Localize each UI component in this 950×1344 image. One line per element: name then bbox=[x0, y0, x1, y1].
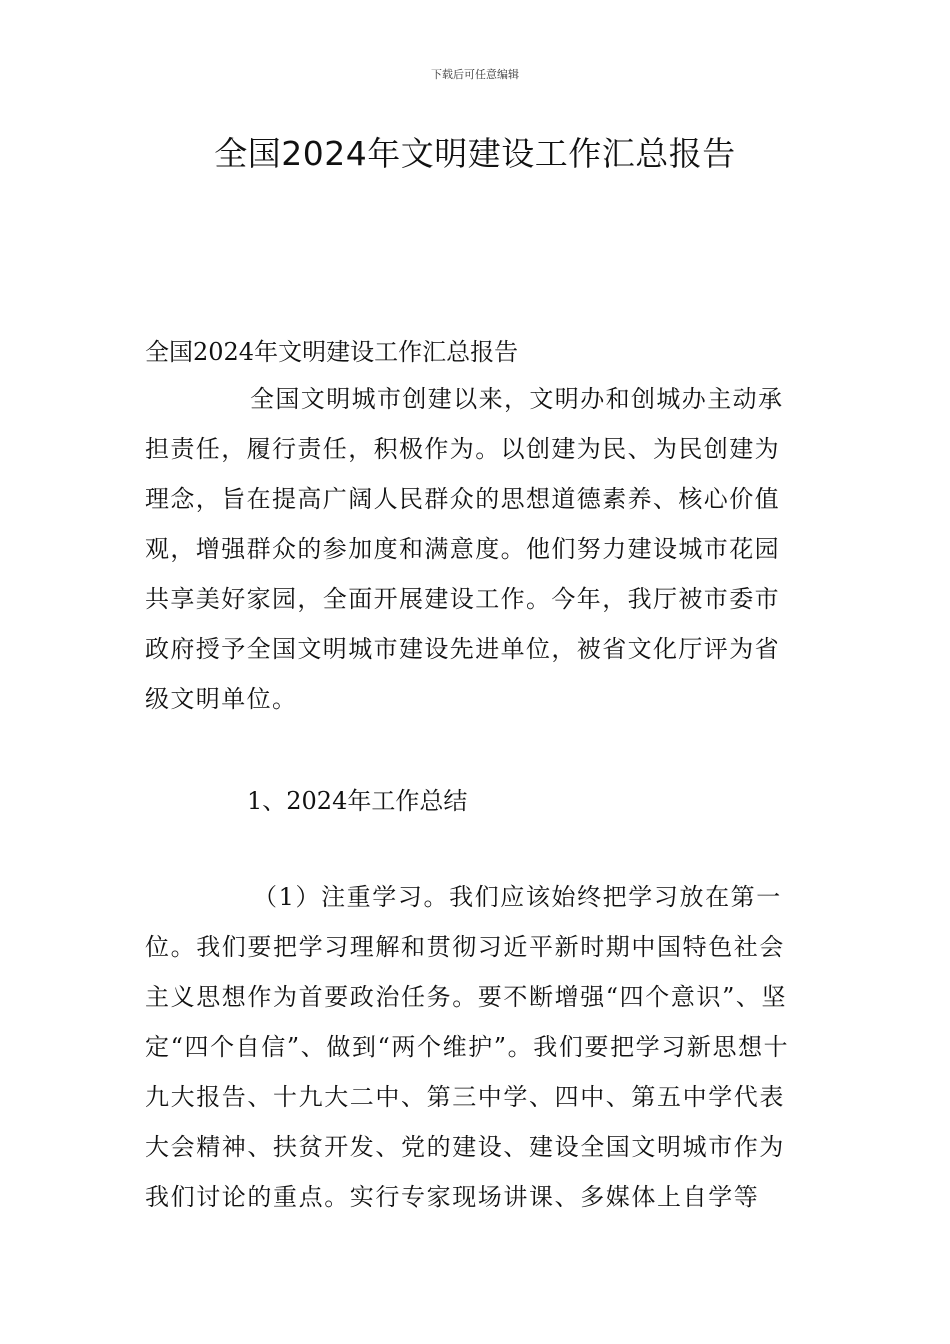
intro-paragraph: 全国文明城市创建以来，文明办和创城办主动承担责任，履行责任，积极作为。以创建为民、为民创建为理念，旨在提高广阔人民群众的思想道德素养、核心价值观，增强群众的参加度和满意度。他们努力建设城市花园共享美好家园，全面开展建设工作。今年，我厅被市委市政府授予全国文明城市建设先进单位，被省文化厅评为省级文明单位。 bbox=[145, 385, 784, 713]
document-title: 全国2024年文明建设工作汇总报告 bbox=[214, 134, 736, 173]
subtitle-line: 全国2024年文明建设工作汇总报告 bbox=[145, 338, 519, 366]
section-heading: 1、2024年工作总结 bbox=[247, 787, 468, 815]
header-note: 下载后可任意编辑 bbox=[431, 68, 519, 81]
study-paragraph: （1）注重学习。我们应该始终把学习放在第一位。我们要把学习理解和贯彻习近平新时期中国特色社会主义思想作为首要政治任务。要不断增强“四个意识”、坚定“四个自信”、做到“两个维护”。我们要把学习新思想十九大报告、十九大二中、第三中学、四中、第五中学代表大会精神、扶贫开发、党的建设、建设全国文明城市作为我们讨论的重点。实行专家现场讲课、多媒体上自学等 bbox=[145, 883, 790, 1211]
